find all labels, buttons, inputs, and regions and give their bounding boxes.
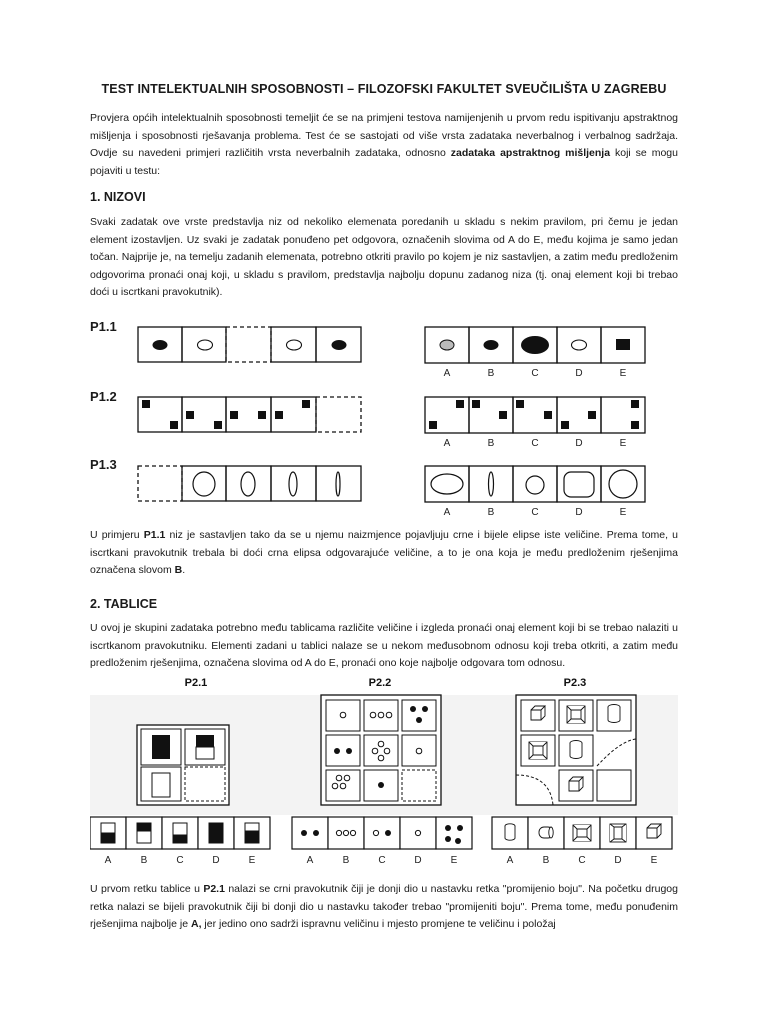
letter-e: E bbox=[619, 368, 627, 378]
letter-b: B bbox=[542, 855, 550, 866]
expl2-bold-a: P2.1 bbox=[203, 883, 225, 895]
intro-text-end: koji se mogu pojaviti u testu: bbox=[90, 147, 678, 177]
letter-e: E bbox=[619, 507, 627, 517]
section2-paragraph: U ovoj je skupini zadataka potrebno među tablicama različite veličine i izgleda pronaći onaj element koji bi se trebao nalaziti u iscrtkanom pravokutniku. Elementi zadani u tablici nalaze se u nekom međusobnom odnosu koji treba otkriti, a zatim među predloženim rješenjima, označena slovima od A do E, pronaći ono koje najbolje odgovara tom odnosu. bbox=[90, 622, 678, 669]
page-title: TEST INTELEKTUALNIH SPOSOBNOSTI – FILOZOFSKI FAKULTET SVEUČILIŠTA U ZAGREBU bbox=[101, 82, 667, 96]
letter-e: E bbox=[248, 855, 256, 866]
letter-c: C bbox=[531, 368, 539, 378]
letter-b: B bbox=[342, 855, 350, 866]
letter-e: E bbox=[619, 438, 627, 448]
expl2-bold-b: A, bbox=[190, 918, 202, 930]
expl1-text-c: . bbox=[182, 564, 186, 576]
letter-a: A bbox=[306, 855, 314, 866]
letter-d: D bbox=[575, 438, 583, 448]
p2-answer-rows bbox=[90, 817, 672, 866]
letter-d: D bbox=[575, 368, 583, 378]
example-label-p1-1: P1.1 bbox=[90, 319, 117, 334]
letter-d: D bbox=[575, 507, 583, 517]
section1-paragraph: Svaki zadatak ove vrste predstavlja niz od nekoliko elemenata poredanih u skladu s nekim pravilom, pri čemu je jedan element izostavljen. Uz svaki je zadatak ponuđeno pet odgovora, označenih slovima od A do E, među kojima je samo jedan točan. Najprije je, na temelju zadanih elemenata, potrebno otkriti pravilo po kojem je niz sastavljen, a zatim među predloženim odgovorima pronaći onaj koji, u skladu s pravilom, predstavlja najbolju dopunu zadanog niza (tj. onaj element koji bi trebao doći u iscrtkani pravokutnik). bbox=[90, 216, 678, 298]
letter-d: D bbox=[414, 855, 422, 866]
letter-c: C bbox=[578, 855, 586, 866]
p1-1-series bbox=[137, 326, 363, 364]
letter-c: C bbox=[176, 855, 184, 866]
letter-e: E bbox=[650, 855, 658, 866]
example-label-p2-3: P2.3 bbox=[563, 677, 587, 689]
expl1-text-b: niz je sastavljen tako da se u njemu naizmjence pojavljuju crne i bijele elipse iste veličine. Prema tome, u iscrtkani pravokutnik trebala bi doći crna elipsa odgovarajuće veličine, a to je ona koja je među predloženim rješenjima označena slovom bbox=[90, 529, 678, 576]
p2-1-table bbox=[137, 725, 229, 805]
letter-b: B bbox=[140, 855, 148, 866]
p1-2-series bbox=[137, 396, 363, 434]
p2-2-table bbox=[321, 695, 441, 805]
expl2-text-b: nalazi se crni pravokutnik čiji je donji dio u nastavku retka "promijenio boju". Na početku drugog retka nalazi se bijeli pravokutnik čiji bi donji dio u nastavku također trebao "promijeniti boju". Prema tome, među ponuđenim rješenjima najbolje je bbox=[90, 883, 678, 930]
expl2-text-c: jer jedino ono sadrži ispravnu veličinu i mjesto promjene te veličinu i položaj bbox=[201, 918, 556, 930]
p2-3-table bbox=[516, 695, 636, 805]
example-label-p2-1: P2.1 bbox=[184, 677, 208, 689]
letter-c: C bbox=[531, 507, 539, 517]
section-heading-tablice: 2. TABLICE bbox=[90, 597, 158, 611]
expl1-text-a: U primjeru bbox=[90, 529, 144, 541]
letter-b: B bbox=[487, 368, 495, 378]
letter-a: A bbox=[506, 855, 514, 866]
letter-d: D bbox=[614, 855, 622, 866]
p1-1-answers bbox=[424, 326, 646, 378]
intro-bold: zadataka apstraktnog mišljenja bbox=[450, 147, 611, 159]
p2-figures bbox=[90, 675, 678, 871]
letter-b: B bbox=[487, 438, 495, 448]
section2-explanation bbox=[90, 881, 678, 934]
section1-explanation bbox=[90, 527, 678, 580]
p1-3-answers bbox=[424, 465, 646, 517]
example-label-p2-2: P2.2 bbox=[368, 677, 392, 689]
expl1-bold-a: P1.1 bbox=[143, 529, 166, 541]
letter-c: C bbox=[531, 438, 539, 448]
letter-b: B bbox=[487, 507, 495, 517]
letter-a: A bbox=[443, 507, 451, 517]
intro-paragraph bbox=[90, 110, 678, 180]
expl1-bold-b: B bbox=[174, 564, 183, 576]
example-label-p1-2: P1.2 bbox=[90, 389, 117, 404]
example-label-p1-3: P1.3 bbox=[90, 457, 117, 472]
letter-e: E bbox=[450, 855, 458, 866]
letter-a: A bbox=[104, 855, 112, 866]
letter-d: D bbox=[212, 855, 220, 866]
intro-text: Provjera općih intelektualnih sposobnosti temeljit će se na primjeni testova namijenjenih u prvom redu ispitivanju apstraktnog mišljenja i sposobnosti rješavanja problema. Test će se sastojati od više vrsta zadataka neverbalnog i verbalnog sadržaja. Ovdje su navedeni primjeri različitih vrsta neverbalnih zadataka, odnosno bbox=[90, 112, 678, 159]
letter-a: A bbox=[443, 368, 451, 378]
p1-2-answers bbox=[424, 396, 646, 448]
p1-3-series bbox=[137, 465, 363, 503]
letter-a: A bbox=[443, 438, 451, 448]
section-heading-nizovi: 1. NIZOVI bbox=[90, 190, 146, 204]
letter-c: C bbox=[378, 855, 386, 866]
expl2-text-a: U prvom retku tablice u bbox=[90, 883, 204, 895]
